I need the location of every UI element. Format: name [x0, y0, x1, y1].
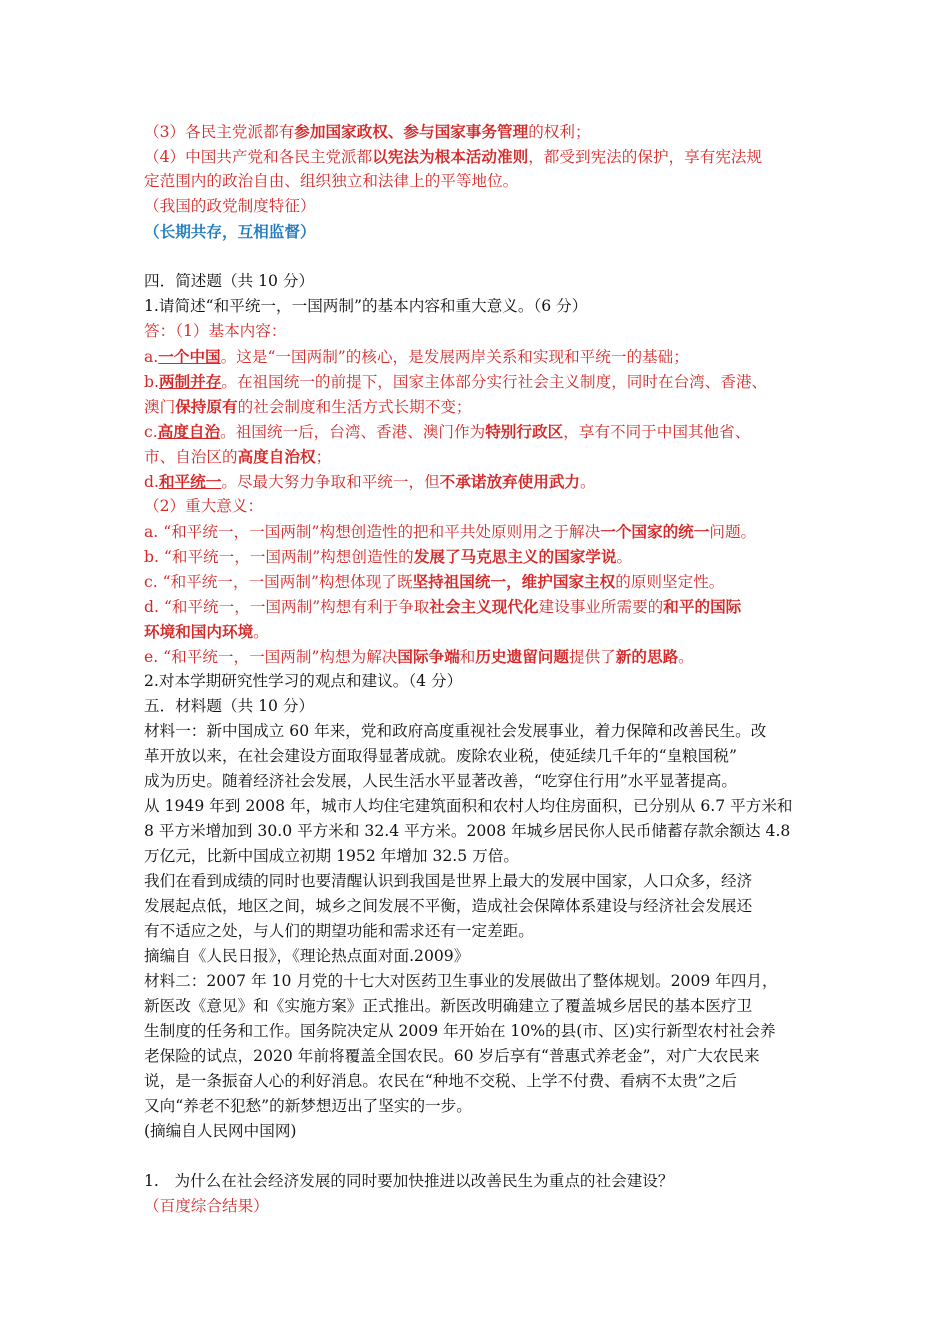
material-1-line: 从 1949 年到 2008 年，城市人均住宅建筑面积和农村人均住房面积，已分别从 6.7 平方米和 [144, 797, 793, 815]
content-item-c-cont: 市、自治区的高度自治权； [144, 447, 332, 466]
material-1-line: 发展起点低，地区之间，城乡之间发展不平衡，造成社会保障体系建设与经济社会发展还 [144, 897, 753, 915]
spacer [144, 1144, 814, 1169]
material-1-source: 摘编自《人民日报》，《理论热点面对面.2009》 [144, 947, 470, 965]
significance-item-a: a. “和平统一，一国两制”构想创造性的把和平共处原则用之于解决一个国家的统一问题。 [144, 522, 757, 541]
answer-heading: 答：（1）基本内容： [144, 322, 287, 340]
material-1-line: 革开放以来，在社会建设方面取得显著成就。废除农业税，使延续几千年的“皇粮国税” [144, 747, 737, 765]
party-rights-line: （3）各民主党派都有参加国家政权、参与国家事务管理的权利； [144, 122, 591, 141]
section5-question-1: 1. 为什么在社会经济发展的同时要加快推进以改善民生为重点的社会建设？ [144, 1172, 674, 1190]
material-1-line: 我们在看到成绩的同时也要清醒认识到我国是世界上最大的发展中国家，人口众多，经济 [144, 872, 753, 890]
significance-item-d-cont: 环境和国内环境。 [144, 622, 269, 641]
section4-question-1: 1.请简述“和平统一，一国两制”的基本内容和重大意义。（6 分） [144, 297, 588, 315]
section5-answer-note: （百度综合结果） [144, 1197, 269, 1215]
content-item-b-cont: 澳门保持原有的社会制度和生活方式长期不变； [144, 397, 472, 416]
material-2-line: 材料二：2007 年 10 月党的十七大对医药卫生事业的发展做出了整体规划。2009 年四月， [144, 972, 778, 990]
significance-item-c: c. “和平统一，一国两制”构想体现了既坚持祖国统一，维护国家主权的原则坚定性。 [144, 572, 725, 591]
material-1-line: 成为历史。随着经济社会发展，人民生活水平显著改善，“吃穿住行用”水平显著提高。 [144, 772, 737, 790]
material-2-line: 生制度的任务和工作。国务院决定从 2009 年开始在 10%的县(市、区)实行新型农村社会养 [144, 1022, 776, 1040]
party-constitution-line-2: 定范围内的政治自由、组织独立和法律上的平等地位。 [144, 172, 519, 190]
content-item-c: c.高度自治。祖国统一后，台湾、香港、澳门作为特别行政区，享有不同于中国其他省、 [144, 422, 751, 441]
spacer [144, 244, 814, 269]
party-system-summary: （长期共存，互相监督） [144, 222, 316, 241]
content-item-d: d.和平统一。尽最大努力争取和平统一，但不承诺放弃使用武力。 [144, 472, 596, 491]
party-system-heading: （我国的政党制度特征） [144, 197, 316, 215]
section4-question-2: 2.对本学期研究性学习的观点和建议。（4 分） [144, 672, 463, 690]
content-item-b: b.两制并存。在祖国统一的前提下，国家主体部分实行社会主义制度，同时在台湾、香港、 [144, 372, 768, 391]
content-item-a: a.一个中国。这是“一国两制”的核心，是发展两岸关系和实现和平统一的基础； [144, 347, 689, 366]
significance-item-b: b. “和平统一，一国两制”构想创造性的发展了马克思主义的国家学说。 [144, 547, 633, 566]
material-2-line: 说，是一条振奋人心的利好消息。农民在“种地不交税、上学不付费、看病不太贵”之后 [144, 1072, 737, 1090]
document-page [144, 119, 814, 1219]
material-2-line: 老保险的试点，2020 年前将覆盖全国农民。60 岁后享有“普惠式养老金”，对广大农民来 [144, 1047, 760, 1065]
material-2-line: 又向“养老不犯愁”的新梦想迈出了坚实的一步。 [144, 1097, 472, 1115]
material-1-line: 材料一：新中国成立 60 年来，党和政府高度重视社会发展事业，着力保障和改善民生。改 [144, 722, 767, 740]
material-1-line: 有不适应之处，与人们的期望功能和需求还有一定差距。 [144, 922, 534, 940]
party-constitution-line: （4）中国共产党和各民主党派都以宪法为根本活动准则，都受到宪法的保护，享有宪法规 [144, 147, 763, 166]
material-1-line: 8 平方米增加到 30.0 平方米和 32.4 平方米。2008 年城乡居民你人民币储蓄存款余额达 4.8 [144, 822, 791, 840]
significance-item-e: e. “和平统一，一国两制”构想为解决国际争端和历史遗留问题提供了新的思路。 [144, 647, 694, 666]
material-2-line: 新医改《意见》和《实施方案》正式推出。新医改明确建立了覆盖城乡居民的基本医疗卫 [144, 997, 753, 1015]
section5-title: 五．材料题（共 10 分） [144, 697, 315, 715]
section4-title: 四．简述题（共 10 分） [144, 272, 315, 290]
significance-item-d: d. “和平统一，一国两制”构想有利于争取社会主义现代化建设事业所需要的和平的国际 [144, 597, 742, 616]
material-1-line: 万亿元，比新中国成立初期 1952 年增加 32.5 万倍。 [144, 847, 519, 865]
material-2-source: (摘编自人民网中国网) [144, 1122, 297, 1140]
significance-heading: （2）重大意义： [144, 497, 264, 515]
